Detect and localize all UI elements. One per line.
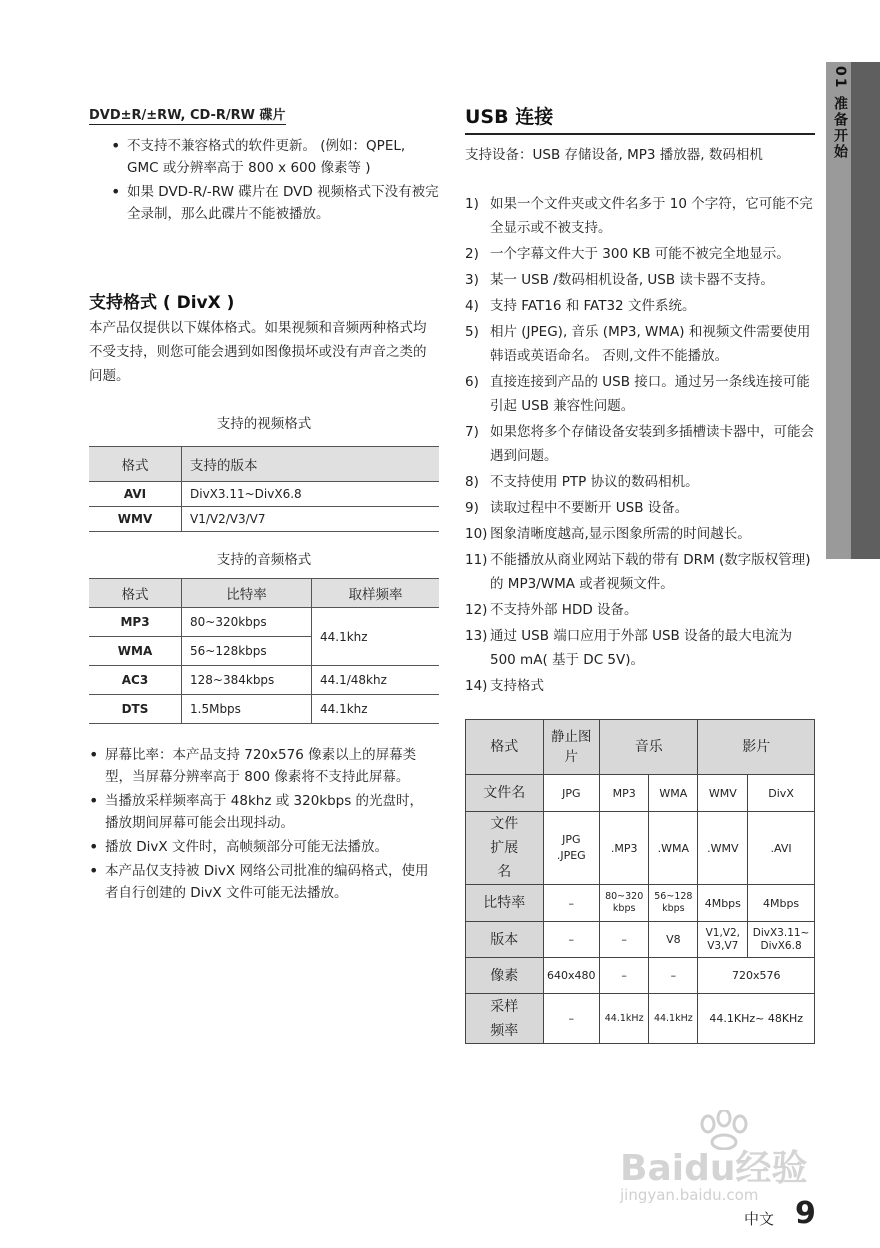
list-item: 2) 一个字幕文件大于 300 KB 可能不被完全地显示。 — [465, 246, 790, 262]
list-item: 8) 不支持使用 PTP 协议的数码相机。 — [465, 474, 699, 490]
table-cell: 4Mbps — [698, 885, 748, 922]
table-cell: DivX — [748, 775, 815, 812]
list-item: • 不支持不兼容格式的软件更新。 (例如：QPEL, GMC 或分辨率高于 800 x 600 像素等 ) — [111, 135, 439, 179]
table-cell: 128~384kbps — [182, 666, 312, 695]
row-header: 文件名 — [466, 775, 544, 812]
table-row — [466, 885, 815, 922]
table-row — [89, 507, 439, 532]
list-item: • 本产品仅支持被 DivX 网络公司批准的编码格式，使用者自行创建的 DivX 文件可能无法播放。 — [89, 860, 434, 904]
row-header: 版本 — [466, 922, 544, 958]
table-row — [89, 482, 439, 507]
side-tab-dark-strip — [851, 62, 880, 559]
video-format-table — [89, 446, 439, 532]
video-table-title: 支持的视频格式 — [216, 416, 312, 432]
list-item: 12) 不支持外部 HDD 设备。 — [465, 602, 638, 618]
table-cell: WMV — [698, 775, 748, 812]
list-item: 11) 不能播放从商业网站下载的带有 DRM (数字版权管理)的 MP3/WMA 或者视频文件。 — [465, 552, 811, 592]
notes-list — [89, 744, 434, 906]
table-cell: – — [543, 994, 600, 1044]
list-item: 10) 图象清晰度越高,显示图象所需的时间越长。 — [465, 526, 751, 542]
table-cell: AVI — [89, 482, 182, 507]
watermark-brand: Baidu经验 — [620, 1148, 808, 1189]
table-cell: 44.1kHz — [600, 994, 649, 1044]
table-cell: MP3 — [600, 775, 649, 812]
row-header: 比特率 — [466, 885, 544, 922]
table-cell: .MP3 — [600, 812, 649, 885]
table-cell: 44.1/48khz — [312, 666, 440, 695]
table-cell: JPG .JPEG — [543, 812, 600, 885]
table-cell: V1/V2/V3/V7 — [182, 507, 440, 532]
table-row — [466, 994, 815, 1044]
table-cell: WMV — [89, 507, 182, 532]
footer-language: 中文 — [744, 1210, 775, 1228]
table-cell: .AVI — [748, 812, 815, 885]
table-cell: – — [600, 958, 649, 994]
column-header: 静止图片 — [543, 720, 600, 775]
table-cell: .WMV — [698, 812, 748, 885]
list-item: 5) 相片 (JPEG), 音乐 (MP3, WMA) 和视频文件需要使用韩语或英语命名。 否则,文件不能播放。 — [465, 324, 811, 364]
row-header: 文件扩展名 — [466, 812, 544, 885]
column-header: 支持的版本 — [182, 447, 440, 482]
column-header: 比特率 — [182, 579, 312, 608]
table-cell: 44.1kHz — [649, 994, 698, 1044]
disc-bullets — [111, 135, 439, 225]
usb-format-table — [465, 719, 815, 1044]
table-cell: 44.1khz — [312, 608, 440, 666]
table-row — [466, 775, 815, 812]
list-item: • 当播放采样频率高于 48khz 或 320kbps 的光盘时，播放期间屏幕可能会出现抖动。 — [89, 790, 434, 834]
table-cell: WMA — [649, 775, 698, 812]
divx-heading: 支持格式 ( DivX ) — [89, 293, 235, 313]
table-cell: 4Mbps — [748, 885, 815, 922]
table-cell: 640x480 — [543, 958, 600, 994]
column-header: 取样频率 — [312, 579, 440, 608]
table-cell: AC3 — [89, 666, 182, 695]
table-cell: .WMA — [649, 812, 698, 885]
table-cell: – — [543, 885, 600, 922]
table-cell: JPG — [543, 775, 600, 812]
baidu-watermark — [620, 1110, 830, 1210]
table-cell: V8 — [649, 922, 698, 958]
table-cell: 44.1KHz~ 48KHz — [698, 994, 815, 1044]
watermark-url: jingyan.baidu.com — [620, 1186, 759, 1204]
table-cell: – — [543, 922, 600, 958]
table-cell: 720x576 — [698, 958, 815, 994]
row-header: 像素 — [466, 958, 544, 994]
table-cell: 44.1khz — [312, 695, 440, 724]
column-header: 影片 — [698, 720, 815, 775]
table-cell: 56~128kbps — [182, 637, 312, 666]
divx-intro: 本产品仅提供以下媒体格式。如果视频和音频两种格式均不受支持，则您可能会遇到如图像损坏或没有声音之类的问题。 — [89, 320, 427, 384]
disc-heading: DVD±R/±RW, CD-R/RW 碟片 — [89, 104, 286, 125]
table-cell: DivX3.11~DivX6.8 — [182, 482, 440, 507]
supported-devices: 支持设备：USB 存储设备, MP3 播放器, 数码相机 — [465, 147, 763, 163]
list-item: 1) 如果一个文件夹或文件名多于 10 个字符，它可能不完全显示或不被支持。 — [465, 196, 813, 236]
column-header: 格式 — [89, 447, 182, 482]
table-cell: DivX3.11~ DivX6.8 — [748, 922, 815, 958]
list-item: 13) 通过 USB 端口应用于外部 USB 设备的最大电流为 500 mA( 基于 DC 5V)。 — [465, 628, 793, 668]
table-cell: DTS — [89, 695, 182, 724]
table-cell: – — [649, 958, 698, 994]
table-cell: – — [600, 922, 649, 958]
table-row — [89, 666, 439, 695]
table-cell: 80~320kbps — [182, 608, 312, 637]
row-header: 采样频率 — [466, 994, 544, 1044]
column-header: 音乐 — [600, 720, 698, 775]
list-item: • 播放 DivX 文件时，高帧频部分可能无法播放。 — [89, 836, 434, 858]
side-tab-label: 01 准备开始 — [832, 66, 848, 161]
audio-format-table — [89, 578, 439, 724]
column-header: 格式 — [466, 720, 544, 775]
list-item: • 屏幕比率：本产品支持 720x576 像素以上的屏幕类型，当屏幕分辨率高于 800 像素将不支持此屏幕。 — [89, 744, 434, 788]
table-row — [466, 812, 815, 885]
disc-section — [89, 104, 439, 227]
table-cell: 80~320 kbps — [600, 885, 649, 922]
table-row — [466, 958, 815, 994]
list-item: 3) 某一 USB /数码相机设备, USB 读卡器不支持。 — [465, 272, 774, 288]
table-cell: V1,V2, V3,V7 — [698, 922, 748, 958]
list-item: 9) 读取过程中不要断开 USB 设备。 — [465, 500, 689, 516]
list-item: 6) 直接连接到产品的 USB 接口。通过另一条线连接可能引起 USB 兼容性问题。 — [465, 374, 810, 414]
table-cell: 1.5Mbps — [182, 695, 312, 724]
table-row — [89, 695, 439, 724]
table-row — [466, 922, 815, 958]
usb-title: USB 连接 — [465, 102, 815, 135]
page-number: 9 — [795, 1196, 816, 1231]
list-item: 7) 如果您将多个存储设备安装到多插槽读卡器中，可能会遇到问题。 — [465, 424, 814, 464]
list-item: • 如果 DVD-R/-RW 碟片在 DVD 视频格式下没有被完全录制，那么此碟片不能被播放。 — [111, 181, 439, 225]
table-cell: WMA — [89, 637, 182, 666]
column-header: 格式 — [89, 579, 182, 608]
table-cell: MP3 — [89, 608, 182, 637]
table-cell: 56~128 kbps — [649, 885, 698, 922]
usb-notes-list — [465, 192, 815, 700]
list-item: 4) 支持 FAT16 和 FAT32 文件系统。 — [465, 298, 696, 314]
table-row — [89, 608, 439, 637]
audio-table-title: 支持的音频格式 — [216, 552, 312, 568]
list-item: 14) 支持格式 — [465, 678, 544, 694]
